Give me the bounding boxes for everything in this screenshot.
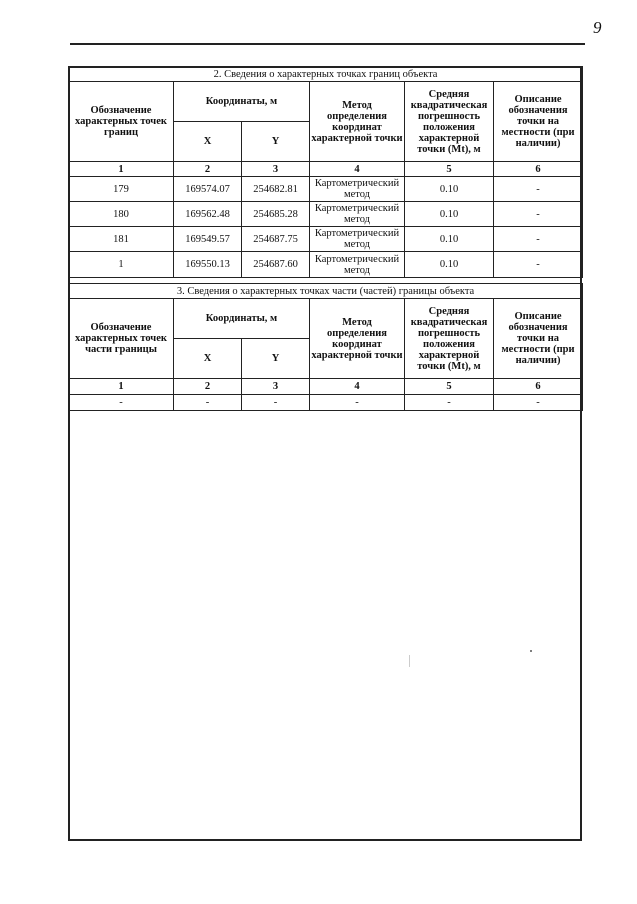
x-cell: - [174,395,242,411]
error-cell: 0.10 [405,252,494,278]
method-cell: Картометрический метод [310,177,405,202]
section2-colnum: 2 [174,162,242,177]
section3-colnum: 6 [494,379,583,395]
error-cell: - [405,395,494,411]
point-id-cell: 1 [69,252,174,278]
section2-header-designation: Обозначение характерных точек границ [69,82,174,162]
scan-mark [409,655,410,667]
description-cell: - [494,227,583,252]
description-cell: - [494,252,583,278]
section3-header-y: Y [242,339,310,379]
y-cell: 254687.60 [242,252,310,278]
section3-colnum: 2 [174,379,242,395]
table-row [69,252,583,278]
section2-colnum: 4 [310,162,405,177]
method-cell: Картометрический метод [310,252,405,278]
section2-table [68,66,583,278]
method-cell: - [310,395,405,411]
section2-colnum: 5 [405,162,494,177]
section2-title: 2. Сведения о характерных точках границ объекта [69,67,583,82]
description-cell: - [494,395,583,411]
header-rule [70,43,585,45]
error-cell: 0.10 [405,177,494,202]
description-cell: - [494,202,583,227]
x-cell: 169562.48 [174,202,242,227]
y-cell: 254687.75 [242,227,310,252]
section3-header-method: Метод определения координат характерной точки [310,299,405,379]
section2-header-description: Описание обозначения точки на местности (при наличии) [494,82,583,162]
section2-header-coordinates: Координаты, м [174,82,310,122]
section2-colnum: 3 [242,162,310,177]
table-row [69,227,583,252]
table-row [69,177,583,202]
y-cell: - [242,395,310,411]
point-id-cell: - [69,395,174,411]
section3-header-coordinates: Координаты, м [174,299,310,339]
section3-header-error: Средняя квадратическая погрешность положения характерной точки (Mt), м [405,299,494,379]
y-cell: 254682.81 [242,177,310,202]
section3-colnum: 5 [405,379,494,395]
section3-colnum: 3 [242,379,310,395]
scan-speck [530,650,532,652]
section2-colnum: 6 [494,162,583,177]
point-id-cell: 180 [69,202,174,227]
method-cell: Картометрический метод [310,202,405,227]
section3-header-x: X [174,339,242,379]
x-cell: 169549.57 [174,227,242,252]
section3-colnum: 4 [310,379,405,395]
section3-title: 3. Сведения о характерных точках части (частей) границы объекта [69,284,583,299]
table-row [69,202,583,227]
method-cell: Картометрический метод [310,227,405,252]
x-cell: 169574.07 [174,177,242,202]
y-cell: 254685.28 [242,202,310,227]
x-cell: 169550.13 [174,252,242,278]
section3-header-description: Описание обозначения точки на местности (при наличии) [494,299,583,379]
error-cell: 0.10 [405,202,494,227]
section2-header-y: Y [242,122,310,162]
description-cell: - [494,177,583,202]
table-row [69,395,583,411]
section2-header-method: Метод определения координат характерной точки [310,82,405,162]
point-id-cell: 181 [69,227,174,252]
section3-header-designation: Обозначение характерных точек части границы [69,299,174,379]
section2-header-error: Средняя квадратическая погрешность положения характерной точки (Mt), м [405,82,494,162]
section3-colnum: 1 [69,379,174,395]
section2-header-x: X [174,122,242,162]
error-cell: 0.10 [405,227,494,252]
page-number: 9 [593,18,602,37]
point-id-cell: 179 [69,177,174,202]
section2-colnum: 1 [69,162,174,177]
section3-table [68,283,583,411]
